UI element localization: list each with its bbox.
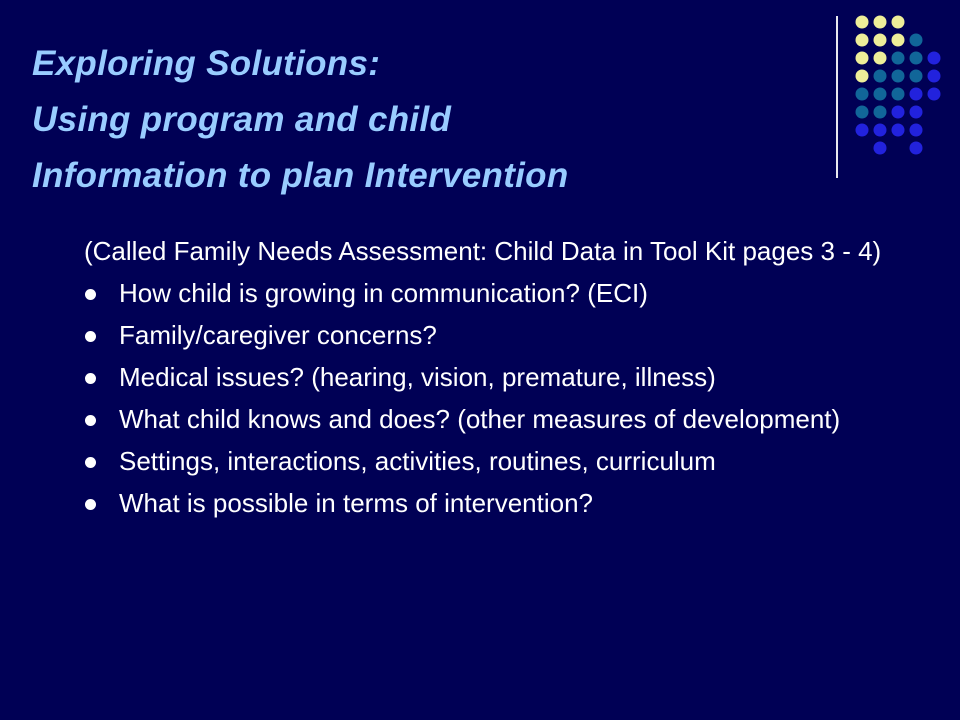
decorative-dot (910, 34, 923, 47)
decorative-dot (856, 16, 869, 29)
decorative-dot (910, 142, 923, 155)
decorative-dot (928, 52, 941, 65)
bullet-text: Family/caregiver concerns? (119, 320, 437, 350)
decorative-dot (874, 88, 887, 101)
decorative-dot (856, 52, 869, 65)
bullet-icon (85, 457, 96, 468)
decorative-dot (874, 70, 887, 83)
intro-text: (Called Family Needs Assessment: Child Data in Tool Kit pages 3 - 4) (84, 236, 882, 266)
decorative-dot (910, 52, 923, 65)
bullet-text: What is possible in terms of intervention? (119, 488, 593, 518)
bullet-icon (85, 415, 96, 426)
decorative-dot (874, 16, 887, 29)
decorative-dot (874, 34, 887, 47)
decorative-dot (892, 106, 905, 119)
bullet-list (84, 278, 924, 519)
bullet-icon (85, 331, 96, 342)
decorative-dot (910, 70, 923, 83)
decorative-dot (892, 124, 905, 137)
bullet-item (84, 362, 924, 393)
decorative-dot (928, 70, 941, 83)
decorative-dot (910, 88, 923, 101)
bullet-icon (85, 289, 96, 300)
decorative-dot (856, 124, 869, 137)
bullet-item (84, 488, 924, 519)
decorative-dot (856, 106, 869, 119)
bullet-item (84, 278, 924, 309)
title-line-2: Using program and child (32, 100, 452, 139)
bullet-text: What child knows and does? (other measures of development) (119, 404, 841, 434)
decorative-dot (874, 124, 887, 137)
decorative-dot (856, 34, 869, 47)
bullet-icon (85, 499, 96, 510)
decorative-dot (892, 52, 905, 65)
decorative-dot (892, 34, 905, 47)
decorative-dot (910, 106, 923, 119)
decorative-dot (892, 88, 905, 101)
decorative-dot (892, 70, 905, 83)
decorative-dot (892, 16, 905, 29)
bullet-item (84, 320, 924, 351)
decorative-dot (910, 124, 923, 137)
title-line-1: Exploring Solutions: (32, 44, 381, 83)
bullet-item (84, 404, 924, 435)
bullet-icon (85, 373, 96, 384)
decorative-dot (856, 88, 869, 101)
decorative-dot (928, 88, 941, 101)
decorative-dot (874, 142, 887, 155)
bullet-text: Settings, interactions, activities, routines, curriculum (119, 446, 716, 476)
decorative-dot (856, 70, 869, 83)
bullet-text: How child is growing in communication? (ECI) (119, 278, 648, 308)
decorative-dot (874, 52, 887, 65)
bullet-item (84, 446, 924, 477)
slide-body (84, 236, 924, 530)
title-line-3: Information to plan Intervention (32, 156, 569, 195)
decorative-dot (874, 106, 887, 119)
bullet-text: Medical issues? (hearing, vision, premature, illness) (119, 362, 716, 392)
